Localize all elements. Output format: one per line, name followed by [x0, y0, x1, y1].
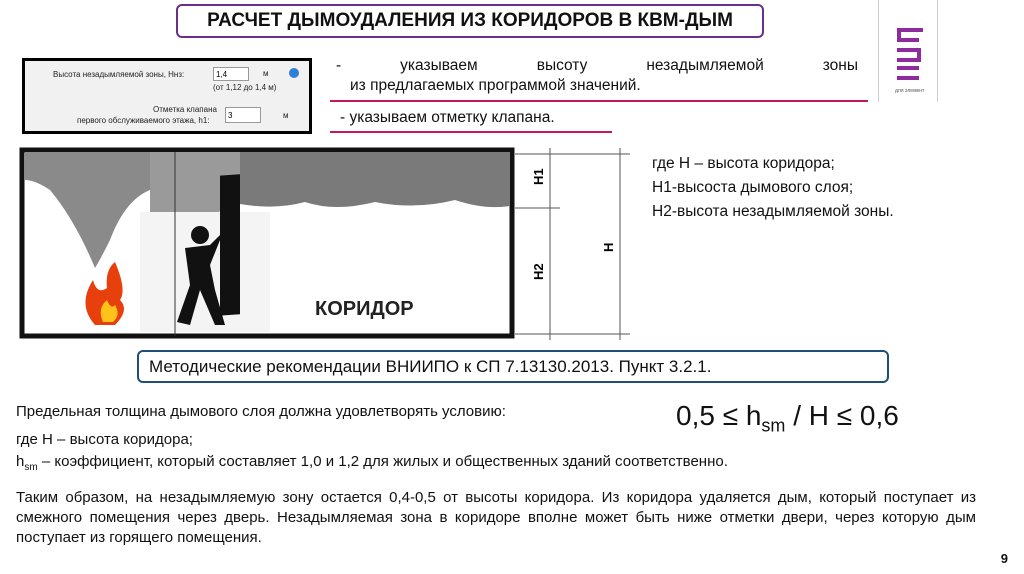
- field2-unit: м: [283, 111, 289, 120]
- field2-label-2: первого обслуживаемого этажа, h1:: [77, 116, 210, 125]
- divider: [330, 100, 868, 102]
- height-input[interactable]: [213, 67, 249, 81]
- bullet-1: - указываем высоту незадымляемой зоны из предлагаемых программой значений.: [336, 57, 858, 94]
- formula: $0,5 \le h_{sm} / Н \le 0,6$: [676, 400, 899, 436]
- svg-text:КОРИДОР: КОРИДОР: [315, 298, 414, 320]
- page-number: 9: [1000, 551, 1008, 566]
- reference-box: Методические рекомендации ВНИИПО к СП 7.13130.2013. Пункт 3.2.1.: [137, 350, 889, 383]
- svg-text:для элемент: для элемент: [895, 88, 925, 94]
- field1-unit: м: [263, 69, 269, 78]
- text-coef: $h_{sm}$ – коэффициент, который составляет 1,0 и 1,2 для жилых и общественных зданий соответственно.: [16, 453, 728, 473]
- svg-text:Н1: Н1: [531, 168, 546, 185]
- field1-hint: (от 1,12 до 1,4 м): [213, 83, 277, 92]
- logo: [878, 0, 938, 102]
- field2-label-1: Отметка клапана: [153, 105, 217, 114]
- corridor-diagram: [15, 140, 635, 350]
- svg-text:Н2: Н2: [531, 263, 546, 280]
- divider: [330, 131, 612, 133]
- paragraph: Таким образом, на незадымляемую зону остается 0,4-0,5 от высоты коридора. Из коридора удаляется дым, который поступает из смежного помещения через дверь. Незадымляемая зона в коридоре вполне может быть ниже отметки двери, через которую дым поступает из горящего помещения.: [16, 489, 976, 546]
- slide-title: РАСЧЕТ ДЫМОУДАЛЕНИЯ ИЗ КОРИДОРОВ В КВМ-ДЫМ: [176, 4, 764, 38]
- text-where: где Н – высота коридора;: [16, 431, 193, 448]
- settings-form: [22, 58, 312, 134]
- svg-text:Н: Н: [601, 242, 616, 252]
- valve-mark-input[interactable]: [225, 107, 261, 123]
- bullet-2: - указываем отметку клапана.: [340, 109, 555, 126]
- legend: где Н – высота коридора; Н1-высоста дымового слоя; Н2-высота незадымляемой зоны.: [652, 155, 894, 220]
- help-icon[interactable]: [289, 68, 299, 78]
- text-condition: Предельная толщина дымового слоя должна удовлетворять условию:: [16, 403, 506, 420]
- field1-label: Высота незадымляемой зоны, Ннз:: [53, 70, 185, 79]
- logo-icon: [879, 0, 939, 100]
